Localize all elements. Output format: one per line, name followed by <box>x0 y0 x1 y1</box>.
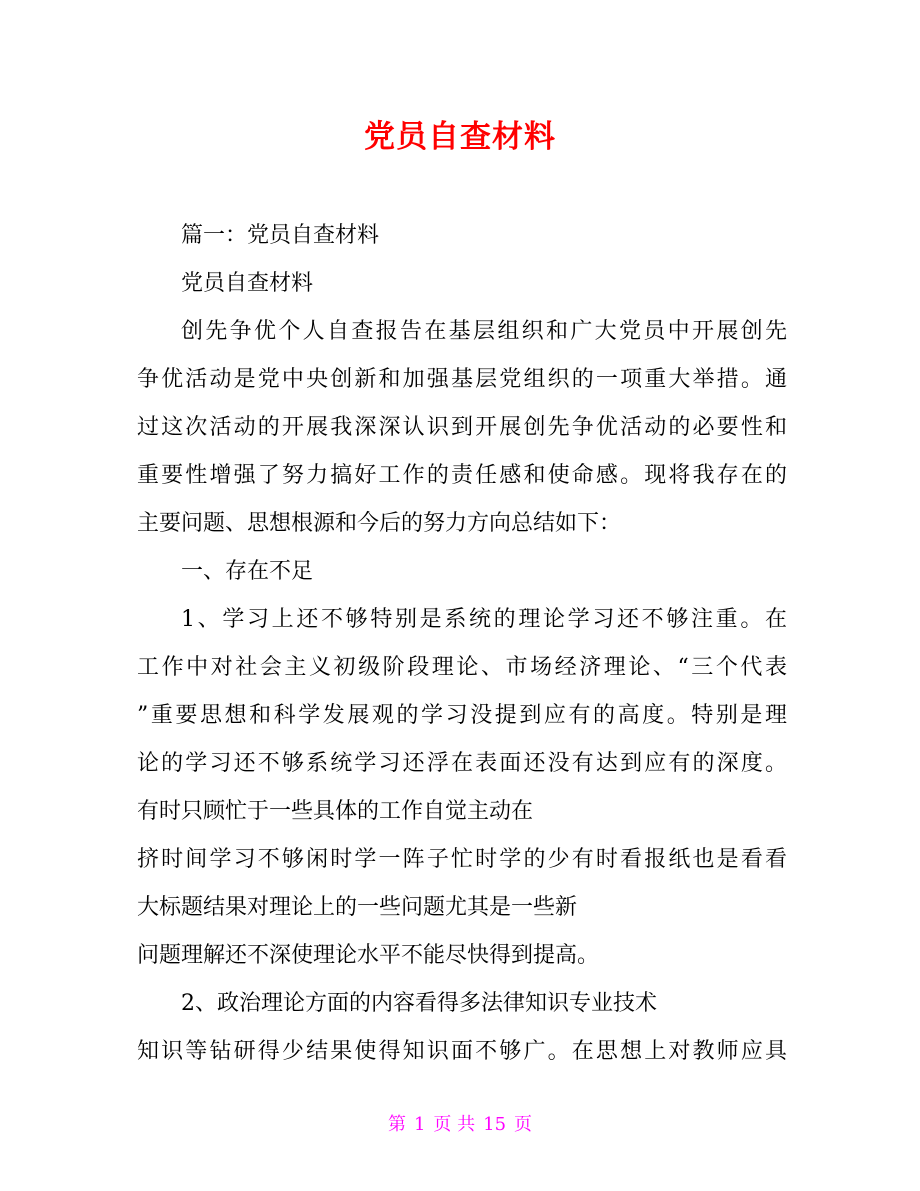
text-line: 重要性增强了努力搞好工作的责任感和使命感。现将我存在的 <box>137 463 787 488</box>
footer-suffix: 页 <box>514 1114 533 1135</box>
text-line: 篇一：党员自查材料 <box>181 223 380 248</box>
text-line: 问题理解还不深使理论水平不能尽快得到提高。 <box>137 943 600 968</box>
page-title: 党员自查材料 <box>364 119 556 155</box>
document-body <box>137 212 787 1076</box>
text-line: 论的学习还不够系统学习还浮在表面还没有达到应有的深度。 <box>137 751 787 776</box>
text-line: 主要问题、思想根源和今后的努力方向总结如下： <box>137 511 622 536</box>
text-line: 1、学习上还不够特别是系统的理论学习还不够注重。在 <box>181 607 787 632</box>
text-line: 工作中对社会主义初级阶段理论、市场经济理论、“三个代表 <box>137 655 787 680</box>
footer-prefix: 第 <box>387 1114 406 1135</box>
page-footer <box>0 1112 920 1138</box>
text-line: 大标题结果对理论上的一些问题尤其是一些新 <box>137 895 578 920</box>
text-line: 创先争优个人自查报告在基层组织和广大党员中开展创先 <box>181 319 787 344</box>
text-line: 争优活动是党中央创新和加强基层党组织的一项重大举措。通 <box>137 367 787 392</box>
text-line: ”重要思想和科学发展观的学习没提到应有的高度。特别是理 <box>137 703 787 728</box>
footer-middle: 页 共 <box>433 1114 476 1135</box>
text-line: 挤时间学习不够闲时学一阵子忙时学的少有时看报纸也是看看 <box>137 847 787 872</box>
text-line: 党员自查材料 <box>181 271 314 296</box>
text-line: 2、政治理论方面的内容看得多法律知识专业技术 <box>181 991 657 1016</box>
footer-total-pages: 15 <box>483 1114 507 1135</box>
text-line: 过这次活动的开展我深深认识到开展创先争优活动的必要性和 <box>137 415 787 440</box>
text-line: 有时只顾忙于一些具体的工作自觉主动在 <box>137 799 534 824</box>
text-line: 一、存在不足 <box>181 559 314 584</box>
footer-page-number: 1 <box>413 1114 426 1135</box>
text-line: 知识等钻研得少结果使得知识面不够广。在思想上对教师应具 <box>137 1039 787 1064</box>
